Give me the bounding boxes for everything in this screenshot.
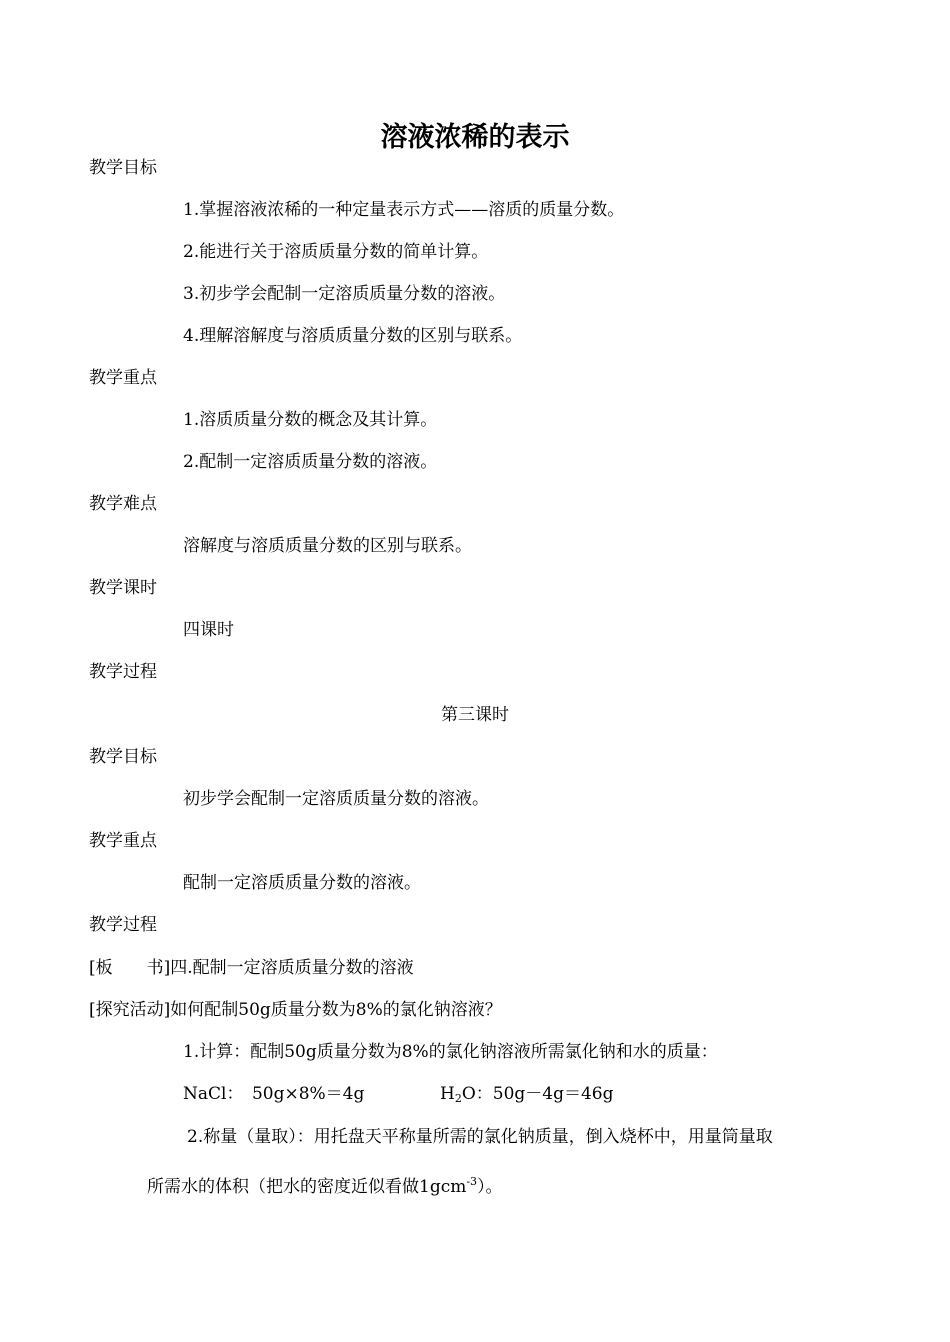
- calc-h2o-rest: O：50g－4g＝46g: [461, 1084, 614, 1104]
- lesson-goals-heading: 教学目标: [89, 747, 157, 767]
- calc-nacl: NaCl： 50g×8%＝4g: [183, 1084, 365, 1104]
- activity-text: 如何配制50g质量分数为8%的氯化钠溶液？: [170, 1000, 502, 1020]
- hours-heading: 教学课时: [89, 578, 157, 598]
- step1-text: 1.计算：配制50g质量分数为8%的氯化钠溶液所需氯化钠和水的质量：: [183, 1042, 718, 1062]
- calc-h2o: [440, 1083, 614, 1105]
- page-title: 溶液浓稀的表示: [380, 122, 570, 153]
- lesson-goal-text: 初步学会配制一定溶质质量分数的溶液。: [183, 789, 489, 809]
- step2-line2-suffix: ）。: [477, 1177, 503, 1197]
- goal-item: 3.初步学会配制一定溶质质量分数的溶液。: [183, 284, 506, 304]
- goal-item: 2.能进行关于溶质质量分数的简单计算。: [183, 242, 489, 262]
- focus-item: 1.溶质质量分数的概念及其计算。: [183, 410, 438, 430]
- board-text: 四.配制一定溶质质量分数的溶液: [170, 958, 414, 978]
- lesson-title: 第三课时: [441, 705, 509, 725]
- step2-line2: [147, 1176, 503, 1198]
- process-heading: 教学过程: [89, 662, 157, 682]
- difficulty-text: 溶解度与溶质质量分数的区别与联系。: [183, 536, 472, 556]
- activity-label: [探究活动]: [89, 1000, 171, 1020]
- board-label-b: 书]: [146, 958, 171, 978]
- goal-item: 1.掌握溶液浓稀的一种定量表示方式——溶质的质量分数。: [183, 200, 625, 220]
- lesson-focus-heading: 教学重点: [89, 831, 157, 851]
- calc-h2o-subscript: 2: [454, 1092, 462, 1105]
- lesson-focus-text: 配制一定溶质质量分数的溶液。: [183, 873, 421, 893]
- step2-superscript: -3: [466, 1175, 478, 1188]
- step2-line2-prefix: 所需水的体积（把水的密度近似看做1gcm: [147, 1177, 467, 1197]
- step2-line1: 2.称量（量取）：用托盘天平称量所需的氯化钠质量，倒入烧杯中，用量筒量取: [187, 1127, 773, 1147]
- hours-text: 四课时: [183, 620, 234, 640]
- goal-item: 4.理解溶解度与溶质质量分数的区别与联系。: [183, 326, 523, 346]
- activity-line: [89, 999, 502, 1021]
- focus-heading: 教学重点: [89, 368, 157, 388]
- goals-heading: 教学目标: [89, 158, 157, 178]
- difficulty-heading: 教学难点: [89, 494, 157, 514]
- board-label-a: [板: [89, 958, 113, 978]
- calc-h2o-prefix: H: [440, 1084, 455, 1104]
- board-line: [89, 957, 414, 979]
- lesson-process-heading: 教学过程: [89, 915, 157, 935]
- focus-item: 2.配制一定溶质质量分数的溶液。: [183, 452, 438, 472]
